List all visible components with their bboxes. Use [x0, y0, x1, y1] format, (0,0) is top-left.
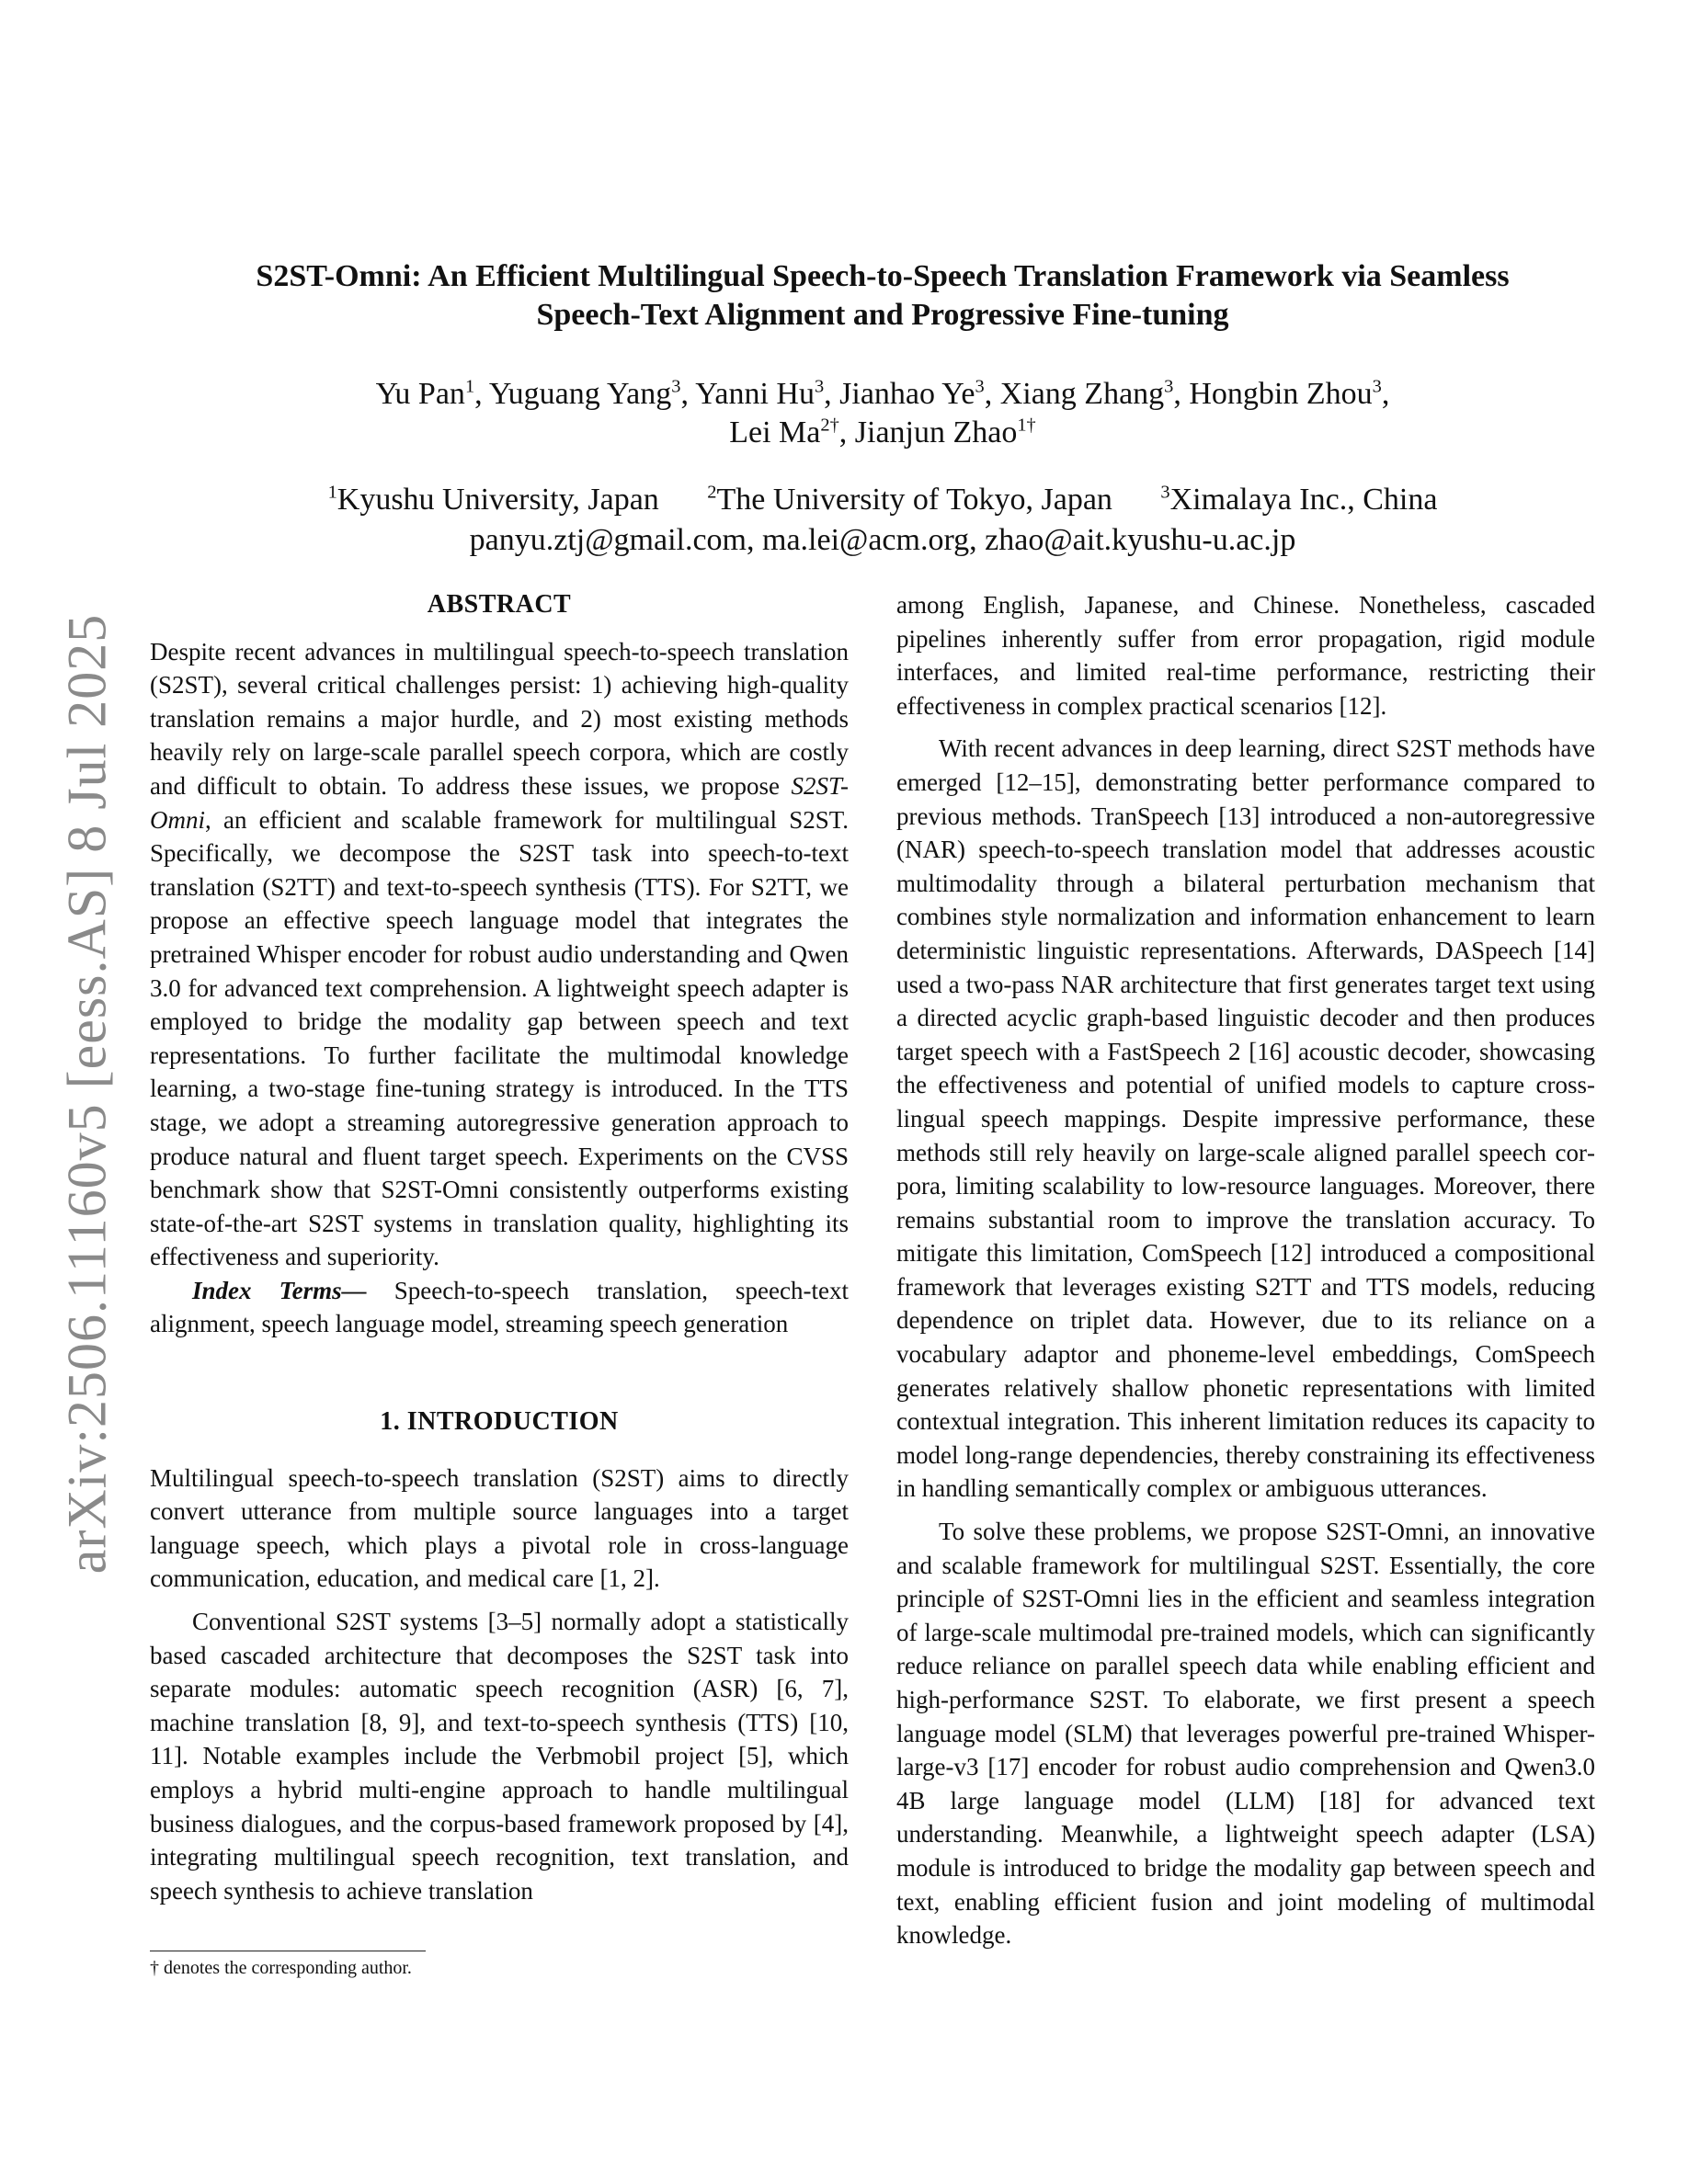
- author-affil-marker: 1: [464, 376, 475, 397]
- paper-title: [165, 257, 1600, 335]
- title-line-1: S2ST-Omni: An Efficient Multilingual Speech-to-Speech Translation Framework via Seamless: [256, 259, 1510, 293]
- intro-paragraph-2-continued: among English, Japanese, and Chinese. Nonetheless, cascaded pipelines inherently suffer from error propagation, rigid module interfaces, and limited real-time performance, restricting their effectiveness in complex practical scenarios [12].: [896, 591, 1595, 720]
- author-separator: ,: [984, 377, 1000, 411]
- affiliation-line: [165, 480, 1600, 520]
- index-terms: [150, 1274, 849, 1341]
- author-affil-marker: 3: [975, 376, 985, 397]
- intro-paragraph-1: Multilingual speech-to-speech translation (S2ST) aims to directly convert utterance from multiple source languages into a target language speech, which plays a pivotal role in cross-language communication, education, and medical care [1, 2].: [150, 1463, 849, 1593]
- author-affil-marker: 3: [1164, 376, 1174, 397]
- abstract-heading: ABSTRACT: [427, 590, 572, 619]
- abstract-text-part: , an efficient and scalable framework for multilingual S2ST. Specifically, we decompose the S2ST task into speech-to-text translation (S2TT) and text-to-speech synthesis (TTS). For S2TT, we propose an effective speech language model that integrates the pretrained Whisper encoder for robust audio understanding and Qwen 3.0 for advanced text comprehension. A lightweight speech adapter is employed to bridge the modality gap between speech and text representations. To further facilitate the multimodal knowledge learning, a two-stage fine-tuning strategy is introduced. In the TTS stage, we adopt a streaming autoregressive generation approach to produce natural and fluent target speech. Experiments on the CVSS benchmark show that S2ST-Omni consistently outperforms existing state-of-the-art S2ST systems in translation quality, highlighting its effectiveness and superiority.: [150, 805, 849, 1271]
- affiliation-marker: 3: [1160, 482, 1170, 503]
- author-separator: ,: [838, 415, 855, 449]
- affiliation-name: Ximalaya Inc., China: [1169, 483, 1438, 517]
- affiliation-name: Kyushu University, Japan: [336, 483, 659, 517]
- author-separator: ,: [680, 377, 696, 411]
- author-affil-marker: 2†: [820, 415, 839, 436]
- left-column: [150, 588, 849, 1907]
- intro-paragraph-3: With recent advances in deep learning, direct S2ST methods have emerged [12–15], demonstrating better performance compared to previous methods. TranSpeech [13] introduced a non-autoregressive (NAR) speech-to-speech translation model that addresses acoustic multimodality through a bilateral perturbation mechanism that combines style normalization and information enhancement to learn deterministic linguistic representations. Afterwards, DASpeech [14] used a two-pass NAR architecture that first generates target text using a directed acyclic graph-based linguistic decoder and then produces target speech with a FastSpeech 2 [16] acoustic decoder, showcasing the effectiveness and potential of unified models to capture cross-lingual speech mappings. Despite impressive performance, these methods still rely heavily on large-scale aligned parallel speech corpora, limiting scalability to low-resource languages. Moreover, there remains substantial room to improve the translation accuracy. To mitigate this limitation, ComSpeech [12] introduced a compositional framework that leverages existing S2TT and TTS models, reducing dependence on triplet data. However, due to its reliance on a vocabulary adaptor and phoneme-level embeddings, ComSpeech generates relatively shallow phonetic representations with limited contextual integration. This inherent limitation reduces its capacity to model long-range dependencies, thereby constraining its effectiveness in handling semantically complex or ambiguous utterances.: [896, 734, 1595, 1503]
- index-terms-text: Speech-to-speech translation, speech-text alignment, speech language model, streaming speech generation: [150, 1276, 849, 1338]
- author-affil-marker: 1†: [1017, 415, 1036, 436]
- footnote: † denotes the corresponding author.: [150, 1958, 412, 1978]
- author-name: Hongbin Zhou: [1189, 377, 1373, 411]
- title-line-2: Speech-Text Alignment and Progressive Fine-tuning: [536, 298, 1229, 332]
- affiliation-marker: 1: [327, 482, 337, 503]
- author-name: Yanni Hu: [695, 377, 815, 411]
- author-emails: panyu.ztj@gmail.com, ma.lei@acm.org, zhao@ait.kyushu-u.ac.jp: [469, 523, 1296, 557]
- affiliation: [328, 483, 659, 517]
- author-name: Lei Ma: [729, 415, 821, 449]
- author-line-2: [165, 414, 1600, 452]
- arxiv-identifier: arXiv:2506.11160v5 [eess.AS] 8 Jul 2025: [56, 613, 118, 1575]
- author-affil-marker: 3: [1372, 376, 1382, 397]
- affiliation-marker: 2: [707, 482, 717, 503]
- author-list: [165, 375, 1600, 452]
- author-affil-marker: 3: [814, 376, 825, 397]
- affiliation: [707, 483, 1112, 517]
- author-name: Jianjun Zhao: [854, 415, 1018, 449]
- affiliation-name: The University of Tokyo, Japan: [716, 483, 1112, 517]
- right-column: [896, 588, 1595, 1952]
- affiliation: [1160, 483, 1437, 517]
- author-name: Yuguang Yang: [488, 377, 672, 411]
- index-terms-label: Index Terms—: [192, 1276, 367, 1304]
- author-separator: ,: [474, 377, 489, 411]
- abstract-text-part: Despite recent advances in multilingual speech-to-speech translation (S2ST), several critical challenges persist: 1) achieving high-quality translation remains a major hurdle, and 2) most existing methods heavily rely on large-scale parallel speech corpora, which are costly and difficult to obtain. To address these issues, we propose: [150, 637, 849, 800]
- abstract-text: [150, 635, 849, 1274]
- author-separator: ,: [824, 377, 840, 411]
- intro-paragraph-4: To solve these problems, we propose S2ST-Omni, an innovative and scalable framework for multilingual S2ST. Essentially, the core principle of S2ST-Omni lies in the efficient and seamless integration of large-scale multimodal pre-trained models, which can significantly reduce reliance on parallel speech data while enabling efficient and high-performance S2ST. To elaborate, we first present a speech language model (SLM) that leverages powerful pre-trained Whisper-large-v3 [17] encoder for robust audio comprehension and Qwen3.0 4B large language model (LLM) [18] for advanced text understanding. Meanwhile, a lightweight speech adapter (LSA) module is introduced to bridge the modality gap between speech and text, enabling efficient fusion and joint modeling of multimodal knowledge.: [896, 1518, 1595, 1950]
- author-name: Jianhao Ye: [839, 377, 975, 411]
- author-separator: ,: [1381, 377, 1390, 411]
- intro-paragraph-2: Conventional S2ST systems [3–5] normally adopt a statistically based cascaded architecture that decomposes the S2ST task into separate modules: automatic speech recognition (ASR) [6, 7], machine translation [8, 9], and text-to-speech synthesis (TTS) [10, 11]. Notable examples include the Verbmobil project [5], which employs a hybrid multi-engine approach to handle multilingual business dialogues, and the corpus-based framework proposed by [4], integrating multilingual speech recognition, text translation, and speech synthesis to achieve translation: [150, 1608, 849, 1905]
- author-name: Yu Pan: [375, 377, 465, 411]
- affiliations: [165, 480, 1600, 561]
- introduction-heading: 1. INTRODUCTION: [380, 1407, 619, 1437]
- author-affil-marker: 3: [671, 376, 681, 397]
- author-line-1: [165, 375, 1600, 414]
- abstract-method-name: S2ST-Omni: [150, 771, 849, 834]
- author-name: Xiang Zhang: [999, 377, 1165, 411]
- author-separator: ,: [1173, 377, 1190, 411]
